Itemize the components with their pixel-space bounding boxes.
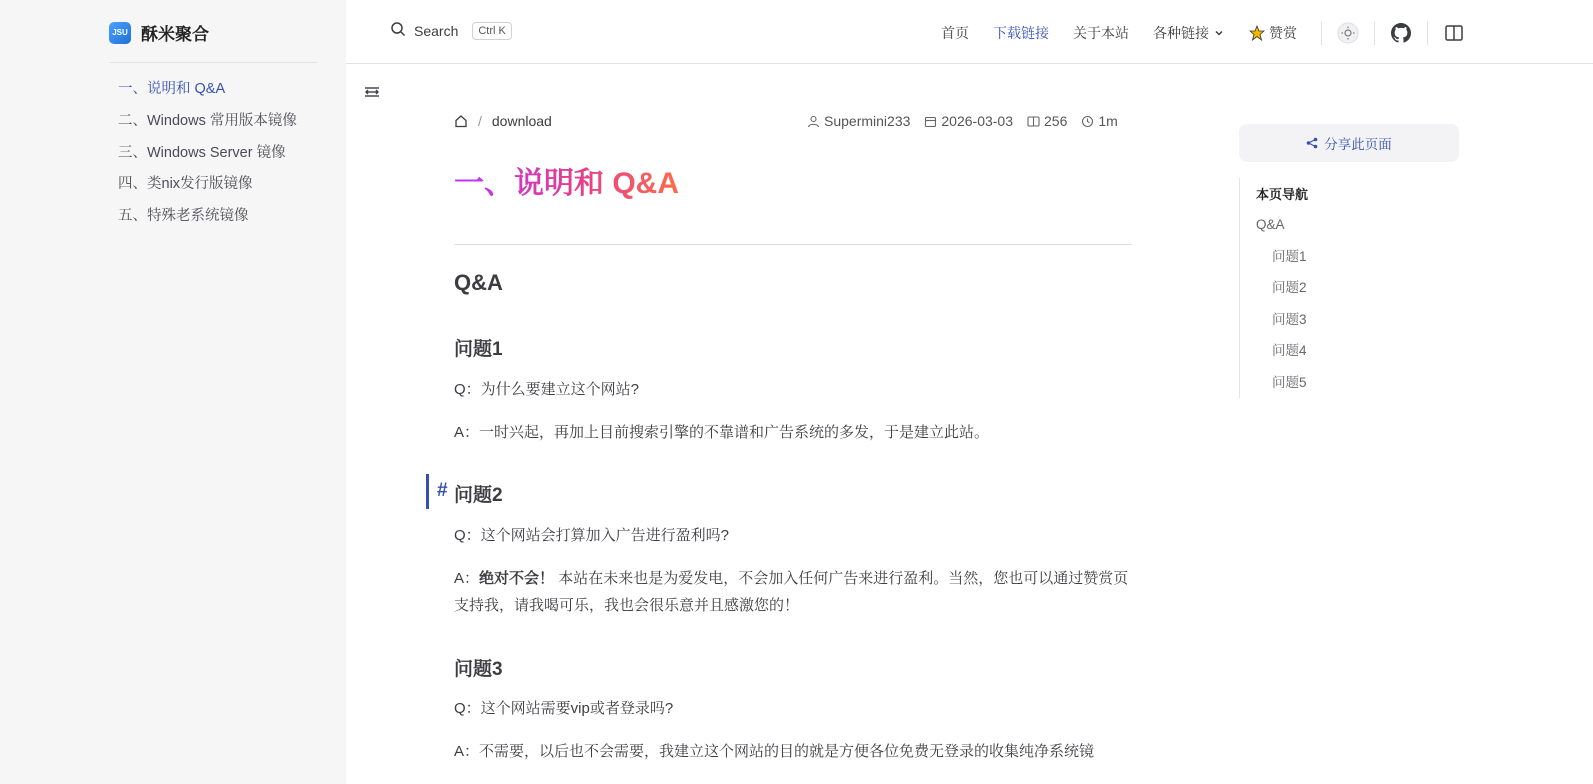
top-navbar [346,0,1593,64]
sidebar-item-qa[interactable]: 一、说明和 Q&A [118,81,226,97]
sidebar-item-windows-server[interactable]: 三、Windows Server 镜像 [118,144,286,161]
outline-item-q4[interactable]: 问题4 [1272,343,1307,358]
sidebar [0,0,346,784]
question-2-heading: 问题2 [454,485,503,506]
site-name: 酥米聚合 [141,25,209,44]
outline-item-q2[interactable]: 问题2 [1272,280,1307,295]
breadcrumb [454,113,552,129]
breadcrumb-current[interactable]: download [491,113,552,129]
question-1-q: Q：为什么要建立这个网站? [454,381,640,398]
brand[interactable] [109,20,209,45]
nav-about[interactable]: 关于本站 [1073,25,1129,41]
meta-read-time [1081,113,1117,129]
search-shortcut: Ctrl K [472,22,512,40]
nav-separator [1427,21,1428,45]
donate-icon [1249,25,1265,41]
question-2-a [454,565,1134,619]
outline-title: 本页导航 [1256,187,1309,202]
sidebar-item-nix[interactable]: 四、类nix发行版镜像 [118,176,253,193]
outline-item-q5[interactable]: 问题5 [1272,374,1307,390]
theme-toggle-button[interactable] [1336,21,1360,45]
meta-date [924,113,1013,129]
search-icon [390,21,406,40]
sidebar-divider [109,62,317,63]
meta-words [1027,113,1067,129]
clock-icon [1081,115,1094,128]
question-1-heading: 问题1 [454,339,503,360]
nav-home[interactable]: 首页 [941,25,969,41]
nav-links-dropdown[interactable] [1153,23,1225,43]
chevron-down-icon [1213,27,1225,39]
home-icon[interactable] [454,114,468,128]
outline-item-q1[interactable]: 问题1 [1272,248,1307,264]
sidebar-item-legacy[interactable]: 五、特殊老系统镜像 [118,208,249,225]
github-icon [1391,23,1411,43]
share-page-button[interactable] [1239,124,1459,162]
book-icon [1027,115,1040,128]
answer-prefix: A： [454,570,480,587]
read-time: 1m [1098,113,1118,129]
search-label: Search [414,22,459,39]
heading-anchor-link[interactable]: # [437,480,448,501]
site-logo-icon: JSU [109,22,131,44]
meta-author [807,113,910,129]
answer-text: 本站在未来也是为爱发电，不会加入任何广告来进行盈利。当然，您也可以通过赞赏页支持我，请我喝可乐，我也会很乐意并且感激您的！ [454,570,1129,614]
nav-donate-label: 赞赏 [1269,25,1297,41]
question-3-q: Q：这个网站需要vip或者登录吗? [454,700,674,717]
nav-separator [1374,21,1375,45]
reader-mode-button[interactable] [1442,21,1466,45]
github-link[interactable] [1389,21,1413,45]
nav-links-label: 各种链接 [1153,25,1209,41]
sidebar-collapse-icon[interactable] [363,84,381,100]
section-heading-qa: Q&A [454,270,503,295]
word-count: 256 [1044,113,1068,129]
title-divider [454,244,1132,245]
question-1-a: A：一时兴起，再加上目前搜索引擎的不靠谱和广告系统的多发，于是建立此站。 [454,424,990,441]
sun-icon [1337,22,1359,44]
outline-item-qa[interactable]: Q&A [1256,217,1285,232]
top-nav-links [941,21,1466,45]
nav-separator [1321,21,1322,45]
page-meta [807,113,1118,129]
share-label: 分享此页面 [1324,137,1392,152]
answer-emphasis: 绝对不会！ [479,570,555,587]
question-2-q: Q：这个网站会打算加入广告进行盈利吗? [454,527,730,544]
publish-date: 2026-03-03 [941,113,1014,129]
sidebar-nav [118,78,297,237]
search-button[interactable] [390,21,512,40]
question-3-a: A：不需要，以后也不会需要，我建立这个网站的目的就是方便各位免费无登录的收集纯净系统镜 [454,743,1095,760]
question-3-heading: 问题3 [454,659,503,680]
user-icon [807,115,820,128]
book-icon [1444,23,1464,43]
page-title: 一、说明和 Q&A [454,158,679,202]
outline-item-q3[interactable]: 问题3 [1272,311,1307,327]
sidebar-item-windows[interactable]: 二、Windows 常用版本镜像 [118,112,297,129]
calendar-icon [924,115,937,128]
author-name: Supermini233 [824,113,911,129]
breadcrumb-separator: / [478,113,482,129]
page-outline [1239,178,1308,398]
active-heading-indicator [426,474,429,509]
nav-download[interactable]: 下载链接 [993,25,1049,41]
nav-donate[interactable] [1249,23,1297,43]
share-icon [1306,137,1318,149]
